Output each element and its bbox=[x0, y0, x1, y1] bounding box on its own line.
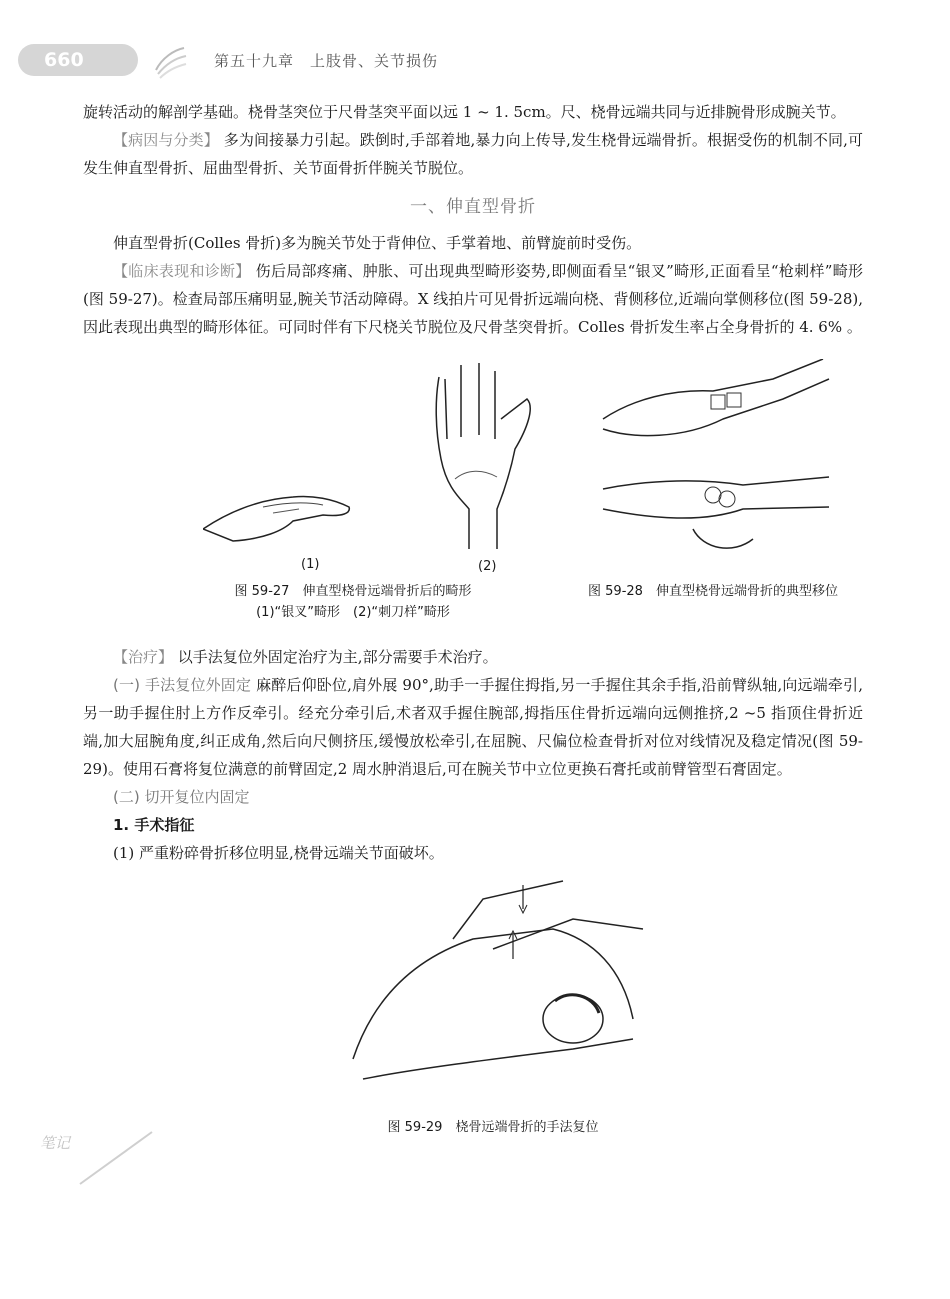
fig28-caption: 图 59-28 伸直型桡骨远端骨折的典型移位 bbox=[588, 584, 838, 599]
notes-footer bbox=[40, 1128, 160, 1188]
paragraph-clinical bbox=[83, 257, 863, 341]
label-clinical: 【临床表现和诊断】 bbox=[113, 262, 251, 280]
figure-row-27-28 bbox=[83, 359, 863, 620]
fig27-caption bbox=[173, 581, 533, 623]
label-treatment: 【治疗】 bbox=[113, 648, 174, 666]
paragraph-indications bbox=[83, 811, 863, 839]
label-closed-reduction: (一) 手法复位外固定 bbox=[113, 676, 252, 694]
label-indications: 1. 手术指征 bbox=[113, 816, 195, 834]
text-etiology: 多为间接暴力引起。跌倒时,手部着地,暴力向上传导,发生桡骨远端骨折。根据受伤的机制不同,可发生伸直型骨折、屈曲型骨折、关节面骨折伴腕关节脱位。 bbox=[83, 131, 863, 177]
notes-label: 笔记 bbox=[40, 1134, 71, 1152]
paragraph-definition: 伸直型骨折(Colles 骨折)多为腕关节处于背伸位、手掌着地、前臂旋前时受伤。 bbox=[113, 234, 642, 252]
front-hand-illustration bbox=[431, 359, 541, 549]
paragraph-open-reduction bbox=[83, 783, 863, 811]
text-treatment: 以手法复位外固定治疗为主,部分需要手术治疗。 bbox=[177, 648, 498, 666]
paragraph-etiology bbox=[83, 126, 863, 182]
text-clinical: 伤后局部疼痛、肿胀、可出现典型畸形姿势,即侧面看呈“银叉”畸形,正面看呈“枪刺样”畸形(图 59-27)。检查局部压痛明显,腕关节活动障碍。X 线拍片可见骨折远端向桡、背侧移位,近端向掌侧移位(图 59-28),因此表现出典型的畸形体征。可同时伴有下尺桡关节脱位及尺骨茎突骨折。Colles 骨折发生率占全身骨折的 4. 6% 。 bbox=[83, 262, 863, 336]
page-header bbox=[0, 38, 950, 86]
paragraph-anatomy: 旋转活动的解剖学基础。桡骨茎突位于尺骨茎突平面以远 1 ~ 1. 5cm。尺、桡骨远端共同与近排腕骨形成腕关节。 bbox=[83, 103, 846, 121]
side-hand-illustration bbox=[203, 469, 353, 549]
main-content bbox=[83, 98, 863, 1149]
paragraph-treatment bbox=[83, 643, 863, 671]
paragraph-closed-reduction bbox=[83, 671, 863, 783]
xray-hand-illustration bbox=[593, 359, 833, 559]
section-title: 一、伸直型骨折 bbox=[410, 197, 536, 217]
page-number-badge: 660 bbox=[18, 44, 138, 76]
fig27-caption-line2: (1)“银叉”畸形 (2)“刺刀样”畸形 bbox=[256, 605, 450, 620]
label-open-reduction: (二) 切开复位内固定 bbox=[113, 788, 250, 806]
figure-29 bbox=[83, 879, 863, 1149]
fig27-sub2-label: (2) bbox=[478, 559, 497, 574]
reduction-illustration bbox=[333, 879, 653, 1099]
label-etiology: 【病因与分类】 bbox=[113, 131, 219, 149]
swirl-logo-icon bbox=[150, 40, 190, 80]
text-closed-reduction: 麻醉后仰卧位,肩外展 90°,助手一手握住拇指,另一手握住其余手指,沿前臂纵轴,向远端牵引,另一助手握住肘上方作反牵引。经充分牵引后,术者双手握住腕部,拇指压住骨折远端向远侧推挤,2 ~5 指顶住骨折近端,加大屈腕角度,纠正成角,然后向尺侧挤压,缓慢放松牵引,在屈腕、尺偏位检查骨折对位对线情况及稳定情况(图 59-29)。使用石膏将复位满意的前臂固定,2 周水肿消退后,可在腕关节中立位更换石膏托或前臂管型石膏固定。 bbox=[83, 676, 863, 778]
fig27-sub1-label: (1) bbox=[301, 557, 320, 572]
paragraph-indication-1: (1) 严重粉碎骨折移位明显,桡骨远端关节面破坏。 bbox=[113, 844, 444, 862]
chapter-title: 第五十九章 上肢骨、关节损伤 bbox=[214, 52, 439, 70]
pen-stroke-icon bbox=[76, 1128, 156, 1188]
fig29-caption: 图 59-29 桡骨远端骨折的手法复位 bbox=[387, 1120, 599, 1135]
fig27-caption-line1: 图 59-27 伸直型桡骨远端骨折后的畸形 bbox=[234, 584, 472, 599]
